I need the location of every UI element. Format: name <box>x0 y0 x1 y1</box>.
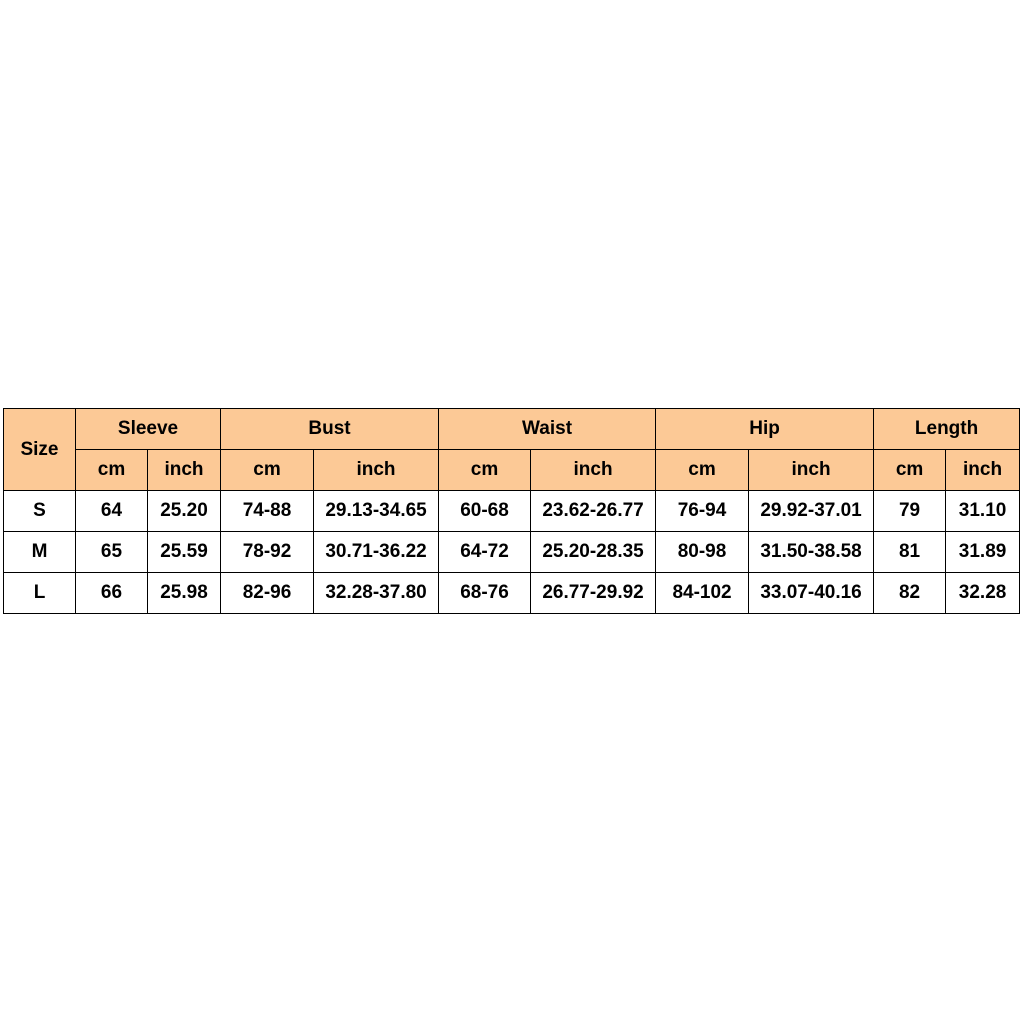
header-length: Length <box>874 409 1020 450</box>
table-cell: 32.28-37.80 <box>314 573 439 614</box>
table-row <box>4 491 1020 532</box>
unit-header: inch <box>531 450 656 491</box>
size-cell: M <box>4 532 76 573</box>
table-body <box>4 491 1020 614</box>
table-cell: 65 <box>76 532 148 573</box>
unit-header: inch <box>946 450 1020 491</box>
table-cell: 31.10 <box>946 491 1020 532</box>
unit-header: inch <box>148 450 221 491</box>
table-cell: 78-92 <box>221 532 314 573</box>
table-cell: 33.07-40.16 <box>749 573 874 614</box>
table-cell: 66 <box>76 573 148 614</box>
table-row <box>4 573 1020 614</box>
unit-header: cm <box>656 450 749 491</box>
header-hip: Hip <box>656 409 874 450</box>
table-cell: 68-76 <box>439 573 531 614</box>
table-cell: 25.20-28.35 <box>531 532 656 573</box>
table-cell: 80-98 <box>656 532 749 573</box>
table-cell: 74-88 <box>221 491 314 532</box>
table-row <box>4 532 1020 573</box>
header-row-groups <box>4 409 1020 450</box>
table-cell: 23.62-26.77 <box>531 491 656 532</box>
table-cell: 79 <box>874 491 946 532</box>
table-cell: 60-68 <box>439 491 531 532</box>
table-cell: 32.28 <box>946 573 1020 614</box>
table-cell: 26.77-29.92 <box>531 573 656 614</box>
unit-header: inch <box>749 450 874 491</box>
size-chart-table <box>3 408 1020 614</box>
table-cell: 31.89 <box>946 532 1020 573</box>
table-cell: 30.71-36.22 <box>314 532 439 573</box>
header-size: Size <box>4 409 76 491</box>
unit-header: cm <box>221 450 314 491</box>
table-cell: 82-96 <box>221 573 314 614</box>
size-cell: L <box>4 573 76 614</box>
header-sleeve: Sleeve <box>76 409 221 450</box>
unit-header: cm <box>76 450 148 491</box>
unit-header: cm <box>874 450 946 491</box>
header-row-units <box>4 450 1020 491</box>
table-cell: 25.20 <box>148 491 221 532</box>
table-cell: 29.92-37.01 <box>749 491 874 532</box>
table-cell: 64-72 <box>439 532 531 573</box>
unit-header: cm <box>439 450 531 491</box>
table-cell: 64 <box>76 491 148 532</box>
table-cell: 82 <box>874 573 946 614</box>
header-waist: Waist <box>439 409 656 450</box>
table-cell: 76-94 <box>656 491 749 532</box>
size-cell: S <box>4 491 76 532</box>
header-bust: Bust <box>221 409 439 450</box>
table-cell: 81 <box>874 532 946 573</box>
table-cell: 31.50-38.58 <box>749 532 874 573</box>
table-cell: 25.98 <box>148 573 221 614</box>
unit-header: inch <box>314 450 439 491</box>
table-header <box>4 409 1020 491</box>
table-cell: 84-102 <box>656 573 749 614</box>
table-cell: 25.59 <box>148 532 221 573</box>
table-cell: 29.13-34.65 <box>314 491 439 532</box>
